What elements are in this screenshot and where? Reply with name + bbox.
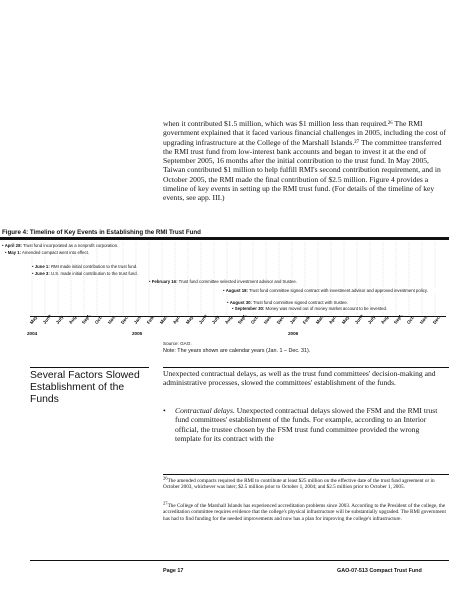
month-label: Nov.	[106, 314, 117, 325]
month-label: Nov.	[262, 314, 273, 325]
month-label: Jan.	[288, 314, 299, 325]
footer-rule	[30, 560, 449, 561]
bullet-body: Unexpected contractual delays slowed the FSM and the RMI trust fund committees' establishment of the funds. For example, according to an Interior official, the trustee chosen by the FSM trust fund committee provided the wrong template for its contract with the	[175, 406, 438, 443]
month-label: Aug.	[379, 313, 390, 325]
section-heading: Several Factors Slowed Establishment of the Funds	[30, 370, 140, 405]
section-intro: Unexpected contractual delays, as well as the trust fund committees' decision-making and administrative processes, slowed the committees' establishment of the funds.	[163, 369, 436, 388]
footnote: $^{26}$The amended compacts required the RMI to contribute at least $25 million on the effective date of the trust fund agreement or in October 2003, whichever was later; $2.5 million prior to October 1, 2004; and $2.5 million prior to October 1, 2005.	[163, 475, 435, 491]
footnote: $^{27}$The College of the Marshall Islands has experienced accreditation problems since 2003. According to the President of the college, the accreditation committee requires evidence that the college's physical infrastructure will be substantially upgraded. The RMI government has had to find funding for the needed improvements and now has a plan for improving the college's infrastructure.	[163, 500, 446, 522]
month-label: Apr.	[327, 314, 338, 325]
bullet-text	[175, 406, 447, 443]
timeline-event: • February 16: Trust fund committee selected investment advisor and trustee.	[149, 279, 297, 284]
bullet-marker: •	[163, 406, 166, 415]
month-label: July	[54, 314, 65, 325]
year-label: 2005	[132, 331, 143, 336]
year-label: 2004	[27, 331, 38, 336]
timeline-event: • September 30: Money was moved out of money market account to be invested.	[232, 306, 388, 311]
month-label: June	[353, 313, 365, 325]
month-label: Dec.	[431, 314, 442, 325]
timeline-event: • June 1: RMI made initial contribution to the trust fund.	[32, 264, 138, 269]
page-number: Page 17	[163, 568, 184, 574]
section-rule-left	[30, 367, 149, 368]
body-paragraph: when it contributed $1.5 million, which was $1 million less than required.²⁶ The RMI government explained that it faced various financial challenges in 2005, including the cost of upgrading infrastructure at the College of the Marshall Islands.²⁷ The committee transferred the RMI trust fund from low-interest bank accounts and began to invest it at the end of September 2005, 16 months after the initial contribution to the trust fund. In May 2005, Taiwan contributed $1 million to help fulfill RMI's second contribution requirement, and in October 2005, the RMI made the final contribution of $2.5 million. Figure 4 provides a timeline of key events in setting up the RMI trust fund. (For details of the timeline of key events, see app. III.)	[163, 119, 446, 203]
month-label: Nov.	[418, 314, 429, 325]
timeline-event: • April 28: Trust fund incorporated as a nonprofit corporation.	[2, 243, 119, 248]
month-label: July	[366, 314, 377, 325]
timeline-area	[0, 240, 449, 316]
month-label: May	[340, 314, 351, 325]
month-label: Sept.	[80, 312, 92, 325]
month-label: June	[197, 313, 209, 325]
section-rule-right	[163, 367, 449, 368]
month-label: Oct.	[249, 314, 260, 325]
month-label: Sept.	[236, 312, 248, 325]
month-label: Feb.	[145, 314, 156, 325]
month-label: Feb.	[301, 314, 312, 325]
bullet-lead: Contractual delays.	[175, 406, 235, 415]
month-label: May	[184, 314, 195, 325]
figure-note: Note: The years shown are calendar years (Jan. 1 – Dec. 31).	[163, 348, 311, 354]
month-label: Oct.	[405, 314, 416, 325]
figure-source: Source: GAO.	[163, 341, 192, 346]
month-label: Jan.	[132, 314, 143, 325]
report-id: GAO-07-513 Compact Trust Fund	[337, 568, 422, 574]
month-label: Mar.	[158, 314, 169, 325]
timeline-event: • August 30: Trust fund committee signed contract with trustee.	[227, 300, 348, 305]
month-label: June	[41, 313, 53, 325]
timeline-event: • May 1: Amended compact went into effect.	[5, 250, 90, 255]
month-label: Mar.	[314, 314, 325, 325]
timeline-event: • June 3: U.S. made initial contribution to the trust fund.	[32, 271, 138, 276]
month-label: Dec.	[119, 314, 130, 325]
figure-title: Figure 4: Timeline of Key Events in Establishing the RMI Trust Fund	[2, 229, 201, 236]
year-label: 2006	[288, 331, 299, 336]
month-label: Dec.	[275, 314, 286, 325]
footnote-rule	[163, 474, 449, 475]
month-label: Aug.	[67, 313, 78, 325]
month-label: Sept.	[392, 312, 404, 325]
month-label: Aug.	[223, 313, 234, 325]
month-label: Apr.	[171, 314, 182, 325]
month-label: Oct.	[93, 314, 104, 325]
timeline-event: • August 18: Trust fund committee signed contract with investment advisor and approved investment policy.	[223, 288, 438, 293]
month-label: July	[210, 314, 221, 325]
month-label: May	[28, 314, 39, 325]
